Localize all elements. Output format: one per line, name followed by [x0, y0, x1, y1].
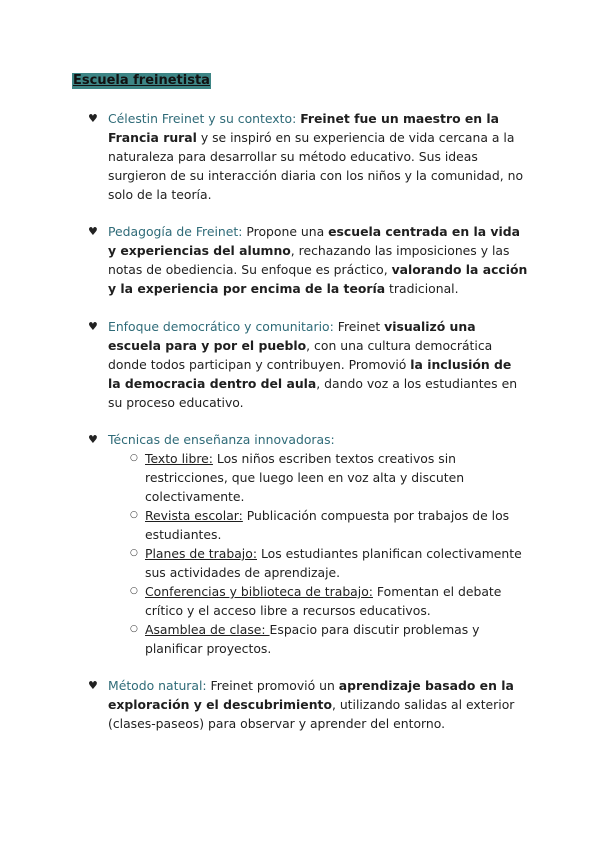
sub-list-item	[130, 506, 530, 544]
sub-list-item	[130, 620, 530, 658]
item-label: Técnicas de enseñanza innovadoras:	[108, 432, 335, 447]
item-bold-text: aprendizaje basado en la exploración y el descubrimiento	[108, 678, 514, 712]
sub-list-item	[130, 449, 530, 506]
sub-item-text: Fomentan el debate crítico y el acceso libre a recursos educativos.	[145, 584, 502, 618]
sub-item-term: Planes de trabajo:	[145, 546, 258, 561]
sub-item-term: Revista escolar:	[145, 508, 243, 523]
item-text: Freinet promovió un	[206, 678, 339, 693]
item-text: y se inspiró en su experiencia de vida cercana a la naturaleza para desarrollar su método educativo. Sus ideas surgieron de su interacción diaria con los niños y la comunidad, no solo de la teoría.	[108, 130, 524, 202]
list-item	[88, 222, 528, 298]
sub-list-item	[130, 544, 530, 582]
item-bold-text: valorando la acción y la experiencia por encima de la teoría	[108, 262, 528, 296]
heart-bullet-icon: ♥	[88, 679, 98, 692]
item-bold-text: visualizó una escuela para y por el pueblo	[108, 319, 476, 353]
sub-item-text: Los estudiantes planifican colectivamente sus actividades de aprendizaje.	[145, 546, 522, 580]
sub-item-text: Espacio para discutir problemas y planificar proyectos.	[145, 622, 480, 656]
heart-bullet-icon: ♥	[88, 320, 98, 333]
item-text: , dando voz a los estudiantes en su proceso educativo.	[108, 376, 518, 410]
item-text: tradicional.	[385, 281, 459, 296]
item-text: , rechazando las imposiciones y las notas de obediencia. Su enfoque es práctico,	[108, 243, 510, 277]
heart-bullet-icon: ♥	[88, 225, 98, 238]
item-text: , con una cultura democrática donde todos participan y contribuyen. Promovió	[108, 338, 493, 372]
item-text: Freinet	[333, 319, 385, 334]
sub-item-text: Publicación compuesta por trabajos de los estudiantes.	[145, 508, 510, 542]
item-bold-text: escuela centrada en la vida y experiencias del alumno	[108, 224, 520, 258]
heart-bullet-icon: ♥	[88, 433, 98, 446]
item-text: , utilizando salidas al exterior (clases-paseos) para observar y aprender del entorno.	[108, 697, 515, 731]
heart-bullet-icon: ♥	[88, 112, 98, 125]
item-label: Método natural:	[108, 678, 207, 693]
list-item	[88, 109, 528, 204]
item-bold-text: la inclusión de la democracia dentro del aula	[108, 357, 512, 391]
item-label: Enfoque democrático y comunitario:	[108, 319, 334, 334]
item-bold-text: Freinet fue un maestro en la Francia rural	[108, 111, 500, 145]
sub-item-term: Conferencias y biblioteca de trabajo:	[145, 584, 373, 599]
item-label: Pedagogía de Freinet:	[108, 224, 243, 239]
list-item	[88, 676, 528, 733]
sub-list-item	[130, 582, 530, 620]
list-item	[88, 317, 528, 412]
sub-item-term: Asamblea de clase:	[145, 622, 270, 637]
circle-bullet-icon: ○	[130, 624, 138, 634]
item-label: Célestin Freinet y su contexto:	[108, 111, 297, 126]
circle-bullet-icon: ○	[130, 586, 138, 596]
item-text: Propone una	[242, 224, 329, 239]
circle-bullet-icon: ○	[130, 548, 138, 558]
list-item	[88, 430, 528, 449]
circle-bullet-icon: ○	[130, 453, 138, 463]
circle-bullet-icon: ○	[130, 510, 138, 520]
sub-item-text: Los niños escriben textos creativos sin restricciones, que luego leen en voz alta y discuten colectivamente.	[145, 451, 465, 504]
sub-item-term: Texto libre:	[145, 451, 213, 466]
page-title: Escuela freinetista	[73, 73, 210, 88]
